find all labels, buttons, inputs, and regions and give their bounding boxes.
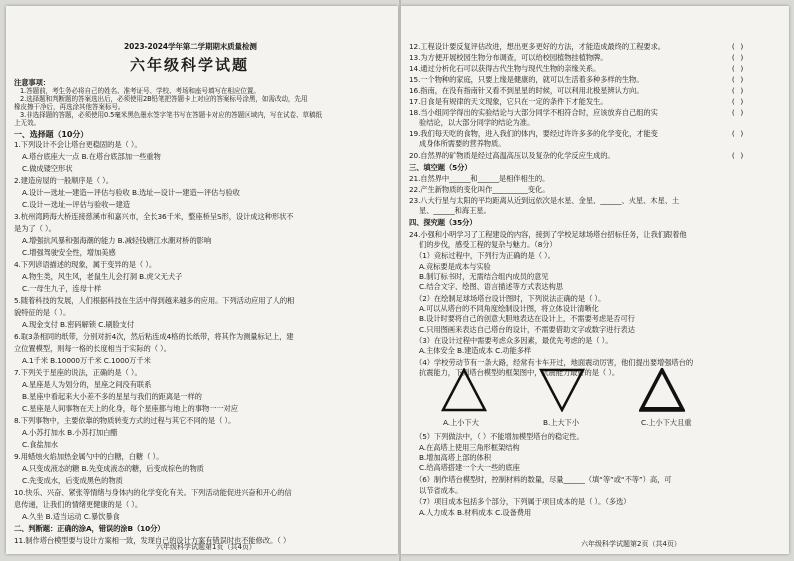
- exam-page-left: [6, 6, 398, 554]
- notice-line: 1.答题前，考生务必将自己的姓名、准考证号、学校、考场和座号填写在相应位置。: [20, 87, 260, 95]
- question-line: 10.快乐、兴奋、紧张等情绪与身体内的化学变化有关。下列活动能促进兴奋和开心的信: [14, 488, 292, 497]
- tower-frame-up-triangle: [441, 368, 487, 412]
- question-line: A.人力成本 B.材料成本 C.设备费用: [419, 508, 532, 517]
- question-line: 18.当小组同学得出的实验结论与大部分同学不相符合时，应该放弃自己组的实: [409, 108, 658, 117]
- option-c-label: C.上小下大且重: [641, 418, 692, 427]
- question-line: 23.八大行星与太阳的平均距离从近到远依次是水星、金星、______、火星、木星、土: [409, 196, 680, 205]
- question-line: A.现金支付 B.密码解锁 C.刷脸支付: [22, 320, 135, 329]
- question-line: 19.我们每天吃的食物，进入我们的体内，要经过许许多多的化学变化，才能变: [409, 129, 658, 138]
- notice-line: 2.选择题和判断题的答案选出后，必须使用2B铅笔把答题卡上对应的答案标号涂黑，如需改动，先用: [20, 95, 308, 103]
- question-line: 们的步伐，感受工程的复杂与魅力。（8分）: [419, 240, 557, 249]
- exam-title: 六年级科学试题: [130, 56, 250, 74]
- question-line: 7.下列关于星座的说法，正确的是（ ）。: [14, 368, 142, 377]
- question-line: 22.产生新物质的变化叫作__________变化。: [409, 185, 550, 194]
- question-line: A.物生类，风生风，老鼠生儿会打洞 B.虎父无犬子: [22, 272, 183, 281]
- question-line: A.增强抗风暴和强海潮的能力 B.减轻钱塘江水潮对桥的影响: [22, 236, 212, 245]
- question-line: 息传递，让我们的情绪更健康的是（ ）。: [14, 500, 143, 509]
- section-heading: 四、探究题（35分）: [409, 218, 477, 227]
- question-line: B.设计时要将自己的创意大胆地表达在设计上，不需要考虑是否可行: [419, 314, 635, 323]
- question-line: 貌特征的是（ ）。: [14, 308, 71, 317]
- question-line: 8.下列事物中，主要依靠的物质转变方式的过程与其它不同的是（ ）。: [14, 416, 236, 425]
- question-line: 立位置模型，则每一格的长度相当于实际的（ ）。: [14, 344, 171, 353]
- question-line: C.做成镂空形状: [22, 164, 73, 173]
- answer-blank: ( ): [731, 42, 745, 51]
- section-heading: 三、填空题（5分）: [409, 163, 472, 172]
- question-line: 2.建造房屋的一般顺序是（ ）。: [14, 176, 113, 185]
- question-line: 成身体所需要的营养物质。: [419, 139, 506, 148]
- question-line: 5.随着科技的发展，人们根据科技在生活中得到越来越多的应用。下列活动应用了人的相: [14, 296, 295, 305]
- question-line: B.增加高塔上部的体积: [419, 453, 491, 462]
- question-line: （1）竞标过程中，下列行为正确的是（ ）。: [415, 251, 555, 260]
- answer-blank: ( ): [731, 64, 745, 73]
- answer-blank: ( ): [731, 75, 745, 84]
- question-line: 20.自然界的矿物质是经过高温高压以及复杂的化学反应生成的。: [409, 151, 615, 160]
- question-line: 6.取3条相同的纸带，分别对折4次，然后粘连成4格的长纸带，将其作为测量标记上，建: [14, 332, 294, 341]
- answer-blank: ( ): [731, 129, 745, 138]
- answer-blank: ( ): [731, 86, 745, 95]
- question-line: C.先变成水，后变成黑色的物质: [22, 476, 123, 485]
- question-line: 是为了（ ）。: [14, 224, 56, 233]
- question-line: A.塔台底座大一点 B.在塔台底部加一些重物: [22, 152, 161, 161]
- section-choice-heading: 一、选择题（10分）: [14, 130, 89, 139]
- question-line: 1.下列设计不会让塔台更稳固的是（ ）。: [14, 140, 142, 149]
- question-line: A.久坐 B.适当运动 C.暴饮暴食: [22, 512, 120, 521]
- question-line: 4.下列谚语描述的现象，属于变异的是（ ）。: [14, 260, 157, 269]
- question-line: 15.一个物种的家庭，只要上缘是健康的，就可以生活着多种多样的生物。: [409, 75, 644, 84]
- question-line: C.给高塔搭建一个大一些的底座: [419, 463, 520, 472]
- question-line: A.小苏打加水 B.小苏打加白醋: [22, 428, 118, 437]
- question-line: （3）在设计过程中需要考虑众多因素，最优先考虑的是（ ）。: [415, 336, 613, 345]
- page-footer-left: 六年级科学试题第1页（共4页）: [156, 543, 256, 551]
- tower-frame-weighted-triangle: [639, 368, 685, 412]
- notice-line: 3.非选择题的答题，必须使用0.5毫米黑色墨水签字笔书写在答题卡对应的答题区域内，写在试卷、草稿纸: [20, 111, 323, 119]
- question-line: C.增强驾驶安全性，增加美感: [22, 248, 116, 257]
- answer-blank: ( ): [731, 108, 745, 117]
- question-line: 14.通过分析化石可以获得古代生物与现代生物的亲缘关系。: [409, 64, 601, 73]
- question-line: A.星座是人为划分的，星座之间没有联系: [22, 380, 152, 389]
- question-line: A.竞标要是成本与实验: [419, 262, 491, 271]
- question-line: 12.工程设计要反复评估改进，想出更多更好的方法，才能造成最终的工程要求。: [409, 42, 665, 51]
- answer-blank: ( ): [731, 151, 745, 160]
- question-line: B.制订标书时，无需结合组内成员的意见: [419, 272, 549, 281]
- question-line: C.一母生九子，连母十样: [22, 284, 102, 293]
- question-line: A.在高塔上使用三角形框架结构: [419, 443, 520, 452]
- question-line: A.只变成液态的糖 B.先变成液态的糖，后变成棕色的物质: [22, 464, 204, 473]
- question-line: 24.小强和小明学习了工程建设的内容，接到了学校足球场塔台招标任务，让我们跟着他: [409, 230, 687, 239]
- tower-frame-down-triangle: [539, 368, 585, 412]
- answer-blank: ( ): [731, 53, 745, 62]
- exam-header: 2023-2024学年第二学期期末质量检测: [124, 42, 257, 51]
- answer-blank: ( ): [731, 97, 745, 106]
- question-line: 13.为方便开展校园生物分布调查，可以给校园植物挂植物牌。: [409, 53, 608, 62]
- option-a-label: A.上小下大: [443, 418, 479, 427]
- question-line: （4）学校劳动节有一条大路，经常有卡车开过，地面震动厉害，他们提出要增强塔台的: [415, 358, 694, 367]
- question-line: 17.日食是有规律的天文现象，它只在一定的条件下才能发生。: [409, 97, 608, 106]
- question-line: A.设计—选址—建造—评估与验收 B.选址—设计—建造—评估与验收: [22, 188, 240, 197]
- question-line: C.设计—选址—评估与验收—建造: [22, 200, 130, 209]
- question-line: （2）在绘制足球场塔台设计图时，下列说法正确的是（ ）。: [415, 294, 606, 303]
- notice-line: 橡皮擦干净后，再选涂其他答案标号。: [14, 103, 125, 111]
- question-line: C.食盐加水: [22, 440, 59, 449]
- question-line: 21.自然界中______和______是相伴相生的。: [409, 174, 550, 183]
- page-footer-right: 六年级科学试题第2页（共4页）: [581, 540, 681, 548]
- page-fold: [399, 0, 401, 561]
- question-line: 9.用蜡烛火焰加热金属勺中的白糖，白糖（ ）。: [14, 452, 164, 461]
- notice-line: 上无效。: [14, 119, 40, 127]
- question-line: C.星座是人间事物在天上的化身，每个星座都与地上的事物一一对应: [22, 404, 238, 413]
- question-line: 抗震能力，下列塔台模型的框架图中，抗震能力最好的是（ ）。: [419, 368, 620, 377]
- question-line: 16.指南，在没有指南针又看不到星星的时候，可以利用北极星辨认方向。: [409, 86, 644, 95]
- question-line: B.星座中看起来大小差不多的星星与我们的距离是一样的: [22, 392, 202, 401]
- option-b-label: B.上大下小: [543, 418, 579, 427]
- question-line: 星、______和海王星。: [419, 206, 491, 215]
- question-line: A.可以从塔台的不同角度绘制设计图，将立体设计清晰化: [419, 304, 599, 313]
- question-line: A.主体安全 B.建造成本 C.功能多样: [419, 346, 532, 355]
- section-judge-heading: 二、判断题：正确的涂A，错误的涂B（10分）: [14, 524, 165, 533]
- question-line: A.1千米 B.10000万千米 C.1000万千米: [22, 356, 151, 365]
- exam-page-right: [401, 6, 789, 554]
- question-line: （5）下列做法中，（ ）不能增加模型塔台的稳定性。: [415, 432, 584, 441]
- question-line: C.结合文字、绘图、语言描述等方式表达构思: [419, 282, 563, 291]
- question-line: 11.制作塔台模型要与设计方案相一致，发现自己的设计方案有错误时也不能修改。（ ）: [14, 536, 291, 545]
- question-line: （6）制作塔台模型时，控制材料的数量，尽量______（填“等”或“不等”）高，可: [415, 475, 672, 484]
- notice-title: 注意事项：: [14, 78, 50, 87]
- question-line: 3.杭州湾跨海大桥连接慈溪市和嘉兴市，全长36千米，整座桥呈S形，设计成这种形状不: [14, 212, 294, 221]
- question-line: （7）项目成本包括多个部分，下列属于项目成本的是（ ）。（多选）: [415, 497, 631, 506]
- question-line: C.只用图画来表达自己塔台的设计，不需要借助文字或数字进行表达: [419, 325, 635, 334]
- question-line: 验结论，以大部分同学的结论为准。: [419, 118, 535, 127]
- question-line: 以节省成本。: [419, 486, 463, 495]
